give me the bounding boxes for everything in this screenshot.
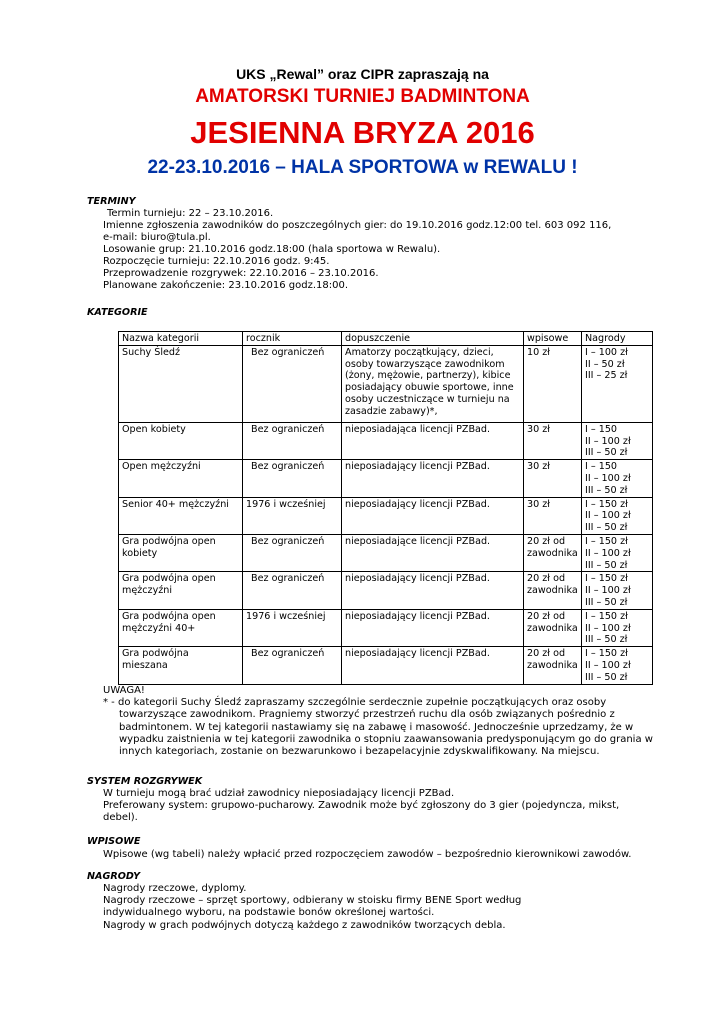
cell-nagrody: I – 150 zł II – 100 zł III – 50 zł bbox=[582, 572, 653, 609]
text-line: Rozpoczęcie turnieju: 22.10.2016 godz. 9:45. bbox=[103, 256, 330, 267]
cell-category-name: Open mężczyźni bbox=[119, 460, 243, 497]
table-header-row bbox=[119, 332, 653, 346]
table-row bbox=[119, 422, 653, 459]
cell-category-name: Senior 40+ mężczyźni bbox=[119, 497, 243, 534]
text-line: Przeprowadzenie rozgrywek: 22.10.2016 – 23.10.2016. bbox=[103, 268, 379, 279]
table-row bbox=[119, 572, 653, 609]
cell-category-name: Gra podwójna mieszana bbox=[119, 647, 243, 684]
cell-rocznik: Bez ograniczeń bbox=[243, 422, 342, 459]
text-line: W turnieju mogą brać udział zawodnicy nieposiadający licencji PZBad. bbox=[103, 788, 455, 799]
text-line: Nagrody rzeczowe, dyplomy. bbox=[103, 883, 247, 894]
table-row bbox=[119, 609, 653, 646]
text-line: Preferowany system: grupowo-pucharowy. Zawodnik może być zgłoszony do 3 gier (pojedyncza, mikst, bbox=[103, 800, 620, 812]
cell-nagrody: I – 150 zł II – 100 zł III – 50 zł bbox=[582, 497, 653, 534]
header-dopuszczenie: dopuszczenie bbox=[342, 332, 524, 346]
cell-dopuszczenie: Amatorzy początkujący, dzieci, osoby towarzyszące zawodnikom (żony, mężowie, partnerzy), kibice posiadający obuwie sportowe, inne osoby uczestniczące w turnieju na zasadzie zabawy)*, bbox=[342, 345, 524, 422]
text-line: Imienne zgłoszenia zawodników do poszczególnych gier: do 19.10.2016 godz.12:00 tel. 603 092 116, bbox=[103, 220, 612, 231]
cell-rocznik: Bez ograniczeń bbox=[243, 647, 342, 684]
event-date-venue: 22-23.10.2016 – HALA SPORTOWA w REWALU ! bbox=[147, 157, 578, 178]
text-line: badmintonem. W tej kategorii nastawiamy się na zabawę i masowość. Jednocześnie uprzedzamy, że w bbox=[119, 721, 634, 733]
cell-category-name: Gra podwójna open kobiety bbox=[119, 534, 243, 571]
table-row bbox=[119, 497, 653, 534]
table-row bbox=[119, 345, 653, 422]
categories-table bbox=[118, 331, 653, 685]
cell-rocznik: 1976 i wcześniej bbox=[243, 497, 342, 534]
cell-nagrody: I – 150 zł II – 100 zł III – 50 zł bbox=[582, 647, 653, 684]
cell-wpisowe: 30 zł bbox=[524, 497, 582, 534]
cell-nagrody: I – 150 zł II – 100 zł III – 50 zł bbox=[582, 534, 653, 571]
cell-wpisowe: 20 zł od zawodnika bbox=[524, 572, 582, 609]
event-subtitle: AMATORSKI TURNIEJ BADMINTONA bbox=[195, 86, 530, 107]
cell-wpisowe: 20 zł od zawodnika bbox=[524, 647, 582, 684]
cell-wpisowe: 30 zł bbox=[524, 460, 582, 497]
cell-rocznik: 1976 i wcześniej bbox=[243, 609, 342, 646]
text-line: towarzyszące zawodnikom. Pragniemy stworzyć przestrzeń ruchu dla osób związanych pośrednio z bbox=[119, 709, 615, 721]
cell-category-name: Gra podwójna open mężczyźni bbox=[119, 572, 243, 609]
cell-rocznik: Bez ograniczeń bbox=[243, 460, 342, 497]
header-rocznik: rocznik bbox=[243, 332, 342, 346]
section-title-system: SYSTEM ROZGRYWEK bbox=[87, 776, 203, 787]
cell-rocznik: Bez ograniczeń bbox=[243, 534, 342, 571]
cell-nagrody: I – 150 zł II – 100 zł III – 50 zł bbox=[582, 609, 653, 646]
cell-wpisowe: 10 zł bbox=[524, 345, 582, 422]
section-title-wpisowe: WPISOWE bbox=[87, 836, 141, 847]
header-name: Nazwa kategorii bbox=[119, 332, 243, 346]
cell-dopuszczenie: nieposiadający licencji PZBad. bbox=[342, 609, 524, 646]
header-wpisowe: wpisowe bbox=[524, 332, 582, 346]
cell-dopuszczenie: nieposiadające licencji PZBad. bbox=[342, 534, 524, 571]
cell-wpisowe: 30 zł bbox=[524, 422, 582, 459]
cell-dopuszczenie: nieposiadający licencji PZBad. bbox=[342, 647, 524, 684]
text-line: UWAGA! bbox=[103, 685, 145, 696]
cell-wpisowe: 20 zł od zawodnika bbox=[524, 534, 582, 571]
cell-nagrody: I – 150 II – 100 zł III – 50 zł bbox=[582, 460, 653, 497]
cell-dopuszczenie: nieposiadający licencji PZBad. bbox=[342, 460, 524, 497]
text-line: Nagrody w grach podwójnych dotyczą każdego z zawodników tworzących debla. bbox=[103, 919, 506, 931]
cell-nagrody: I – 100 zł II – 50 zł III – 25 zł bbox=[582, 345, 653, 422]
cell-category-name: Open kobiety bbox=[119, 422, 243, 459]
text-line: Planowane zakończenie: 23.10.2016 godz.18:00. bbox=[103, 280, 349, 291]
event-title: JESIENNA BRYZA 2016 bbox=[190, 115, 535, 150]
text-line: innych kategoriach, zostanie on bezwarunkowo i bezapelacyjnie zdyskwalifikowany. Na miejscu. bbox=[119, 746, 600, 757]
cell-category-name: Gra podwójna open mężczyźni 40+ bbox=[119, 609, 243, 646]
section-title-kategorie: KATEGORIE bbox=[87, 307, 148, 318]
text-line: Losowanie grup: 21.10.2016 godz.18:00 (hala sportowa w Rewalu). bbox=[103, 244, 441, 255]
text-line: e-mail: biuro@tula.pl. bbox=[103, 232, 211, 243]
section-title-terminy: TERMINY bbox=[87, 196, 136, 207]
intro-line: UKS „Rewal” oraz CIPR zapraszają na bbox=[236, 66, 489, 82]
table-row bbox=[119, 460, 653, 497]
cell-dopuszczenie: nieposiadająca licencji PZBad. bbox=[342, 422, 524, 459]
cell-wpisowe: 20 zł od zawodnika bbox=[524, 609, 582, 646]
table-row bbox=[119, 647, 653, 684]
text-line: Nagrody rzeczowe – sprzęt sportowy, odbierany w stoisku firmy BENE Sport według bbox=[103, 895, 522, 907]
text-line: wypadku zaistnienia w tej kategorii zawodnika o stopniu zaawansowania predysponującym go do grania w bbox=[119, 733, 653, 745]
cell-dopuszczenie: nieposiadający licencji PZBad. bbox=[342, 497, 524, 534]
cell-rocznik: Bez ograniczeń bbox=[243, 572, 342, 609]
section-title-nagrody: NAGRODY bbox=[87, 871, 141, 882]
text-line: Termin turnieju: 22 – 23.10.2016. bbox=[107, 208, 274, 219]
header-nagrody: Nagrody bbox=[582, 332, 653, 346]
cell-dopuszczenie: nieposiadający licencji PZBad. bbox=[342, 572, 524, 609]
text-line: indywidualnego wyboru, na podstawie bonów określonej wartości. bbox=[103, 907, 435, 919]
cell-rocznik: Bez ograniczeń bbox=[243, 345, 342, 422]
text-line: debel). bbox=[103, 812, 138, 824]
table-row bbox=[119, 534, 653, 571]
cell-nagrody: I – 150 II – 100 zł III – 50 zł bbox=[582, 422, 653, 459]
text-line: * - do kategorii Suchy Śledź zapraszamy szczególnie serdecznie zupełnie początkujących oraz osoby bbox=[103, 697, 607, 709]
text-line: Wpisowe (wg tabeli) należy wpłacić przed rozpoczęciem zawodów – bezpośrednio kierownikowi zawodów. bbox=[103, 849, 632, 860]
cell-category-name: Suchy Śledź bbox=[119, 345, 243, 422]
